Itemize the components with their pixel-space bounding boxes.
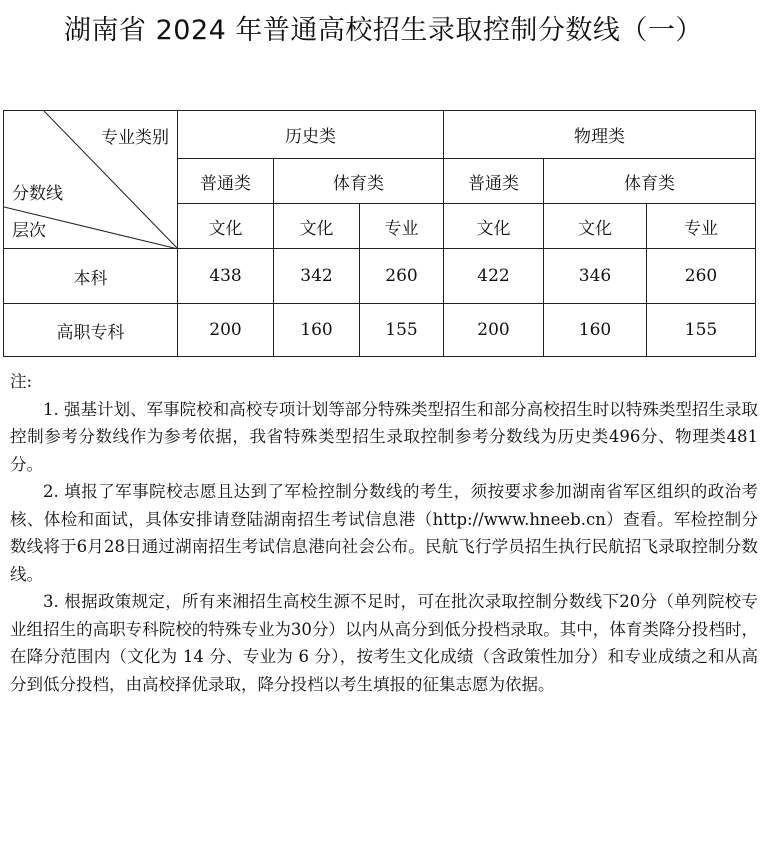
subgroup-header: 体育类 bbox=[544, 159, 756, 204]
row-label: 本科 bbox=[4, 249, 178, 304]
subgroup-header: 普通类 bbox=[444, 159, 544, 204]
table-cell: 438 bbox=[178, 249, 274, 304]
group-header-history: 历史类 bbox=[178, 111, 444, 159]
header-row-groups bbox=[4, 111, 756, 159]
subgroup-header: 普通类 bbox=[178, 159, 274, 204]
table-cell: 160 bbox=[274, 304, 360, 357]
corner-label-category: 专业类别 bbox=[101, 128, 169, 148]
corner-header-cell bbox=[4, 111, 178, 249]
table-cell: 260 bbox=[647, 249, 756, 304]
table-cell: 422 bbox=[444, 249, 544, 304]
column-header: 文化 bbox=[444, 204, 544, 249]
table-cell: 200 bbox=[178, 304, 274, 357]
note-item-3: 3. 根据政策规定，所有来湘招生高校生源不足时，可在批次录取控制分数线下20分（单列院校专业组招生的高职专科院校的特殊专业为30分）以内从高分到低分投档录取。其中，体育类降分投档时，在降分范围内（文化为 14 分、专业为 6 分），按考生文化成绩（含政策性加分）和专业成绩之和从高分到低分投档，由高校择优录取，降分投档以考生填报的征集志愿为依据。 bbox=[10, 592, 758, 694]
column-header: 文化 bbox=[544, 204, 647, 249]
group-header-physics: 物理类 bbox=[444, 111, 756, 159]
table-cell: 155 bbox=[647, 304, 756, 357]
table-cell: 342 bbox=[274, 249, 360, 304]
table-cell: 260 bbox=[360, 249, 444, 304]
table-cell: 200 bbox=[444, 304, 544, 357]
table-cell: 160 bbox=[544, 304, 647, 357]
column-header: 文化 bbox=[178, 204, 274, 249]
corner-label-score: 分数线 bbox=[12, 184, 63, 204]
column-header: 专业 bbox=[647, 204, 756, 249]
table-cell: 346 bbox=[544, 249, 647, 304]
note-item-1: 1. 强基计划、军事院校和高校专项计划等部分特殊类型招生和部分高校招生时以特殊类型招生录取控制参考分数线作为参考依据，我省特殊类型招生录取控制参考分数线为历史类496分、物理类481分。 bbox=[10, 399, 758, 474]
notes-heading: 注: bbox=[10, 372, 33, 391]
subgroup-header: 体育类 bbox=[274, 159, 444, 204]
score-table bbox=[3, 110, 756, 357]
notes-section bbox=[10, 368, 758, 698]
table-cell: 155 bbox=[360, 304, 444, 357]
note-item-2: 2. 填报了军事院校志愿且达到了军检控制分数线的考生，须按要求参加湖南省军区组织的政治考核、体检和面试，具体安排请登陆湖南招生考试信息港（http://www.hneeb.cn）查看。军检控制分数线将于6月28日通过湖南招生考试信息港向社会公布。民航飞行学员招生执行民航招飞录取控制分数线。 bbox=[10, 482, 758, 584]
row-label: 高职专科 bbox=[4, 304, 178, 357]
page-title: 湖南省 2024 年普通高校招生录取控制分数线（一） bbox=[64, 15, 703, 46]
table-row bbox=[4, 304, 756, 357]
column-header: 文化 bbox=[274, 204, 360, 249]
corner-label-level: 层次 bbox=[12, 221, 46, 241]
column-header: 专业 bbox=[360, 204, 444, 249]
table-row bbox=[4, 249, 756, 304]
score-table-container bbox=[3, 110, 756, 357]
